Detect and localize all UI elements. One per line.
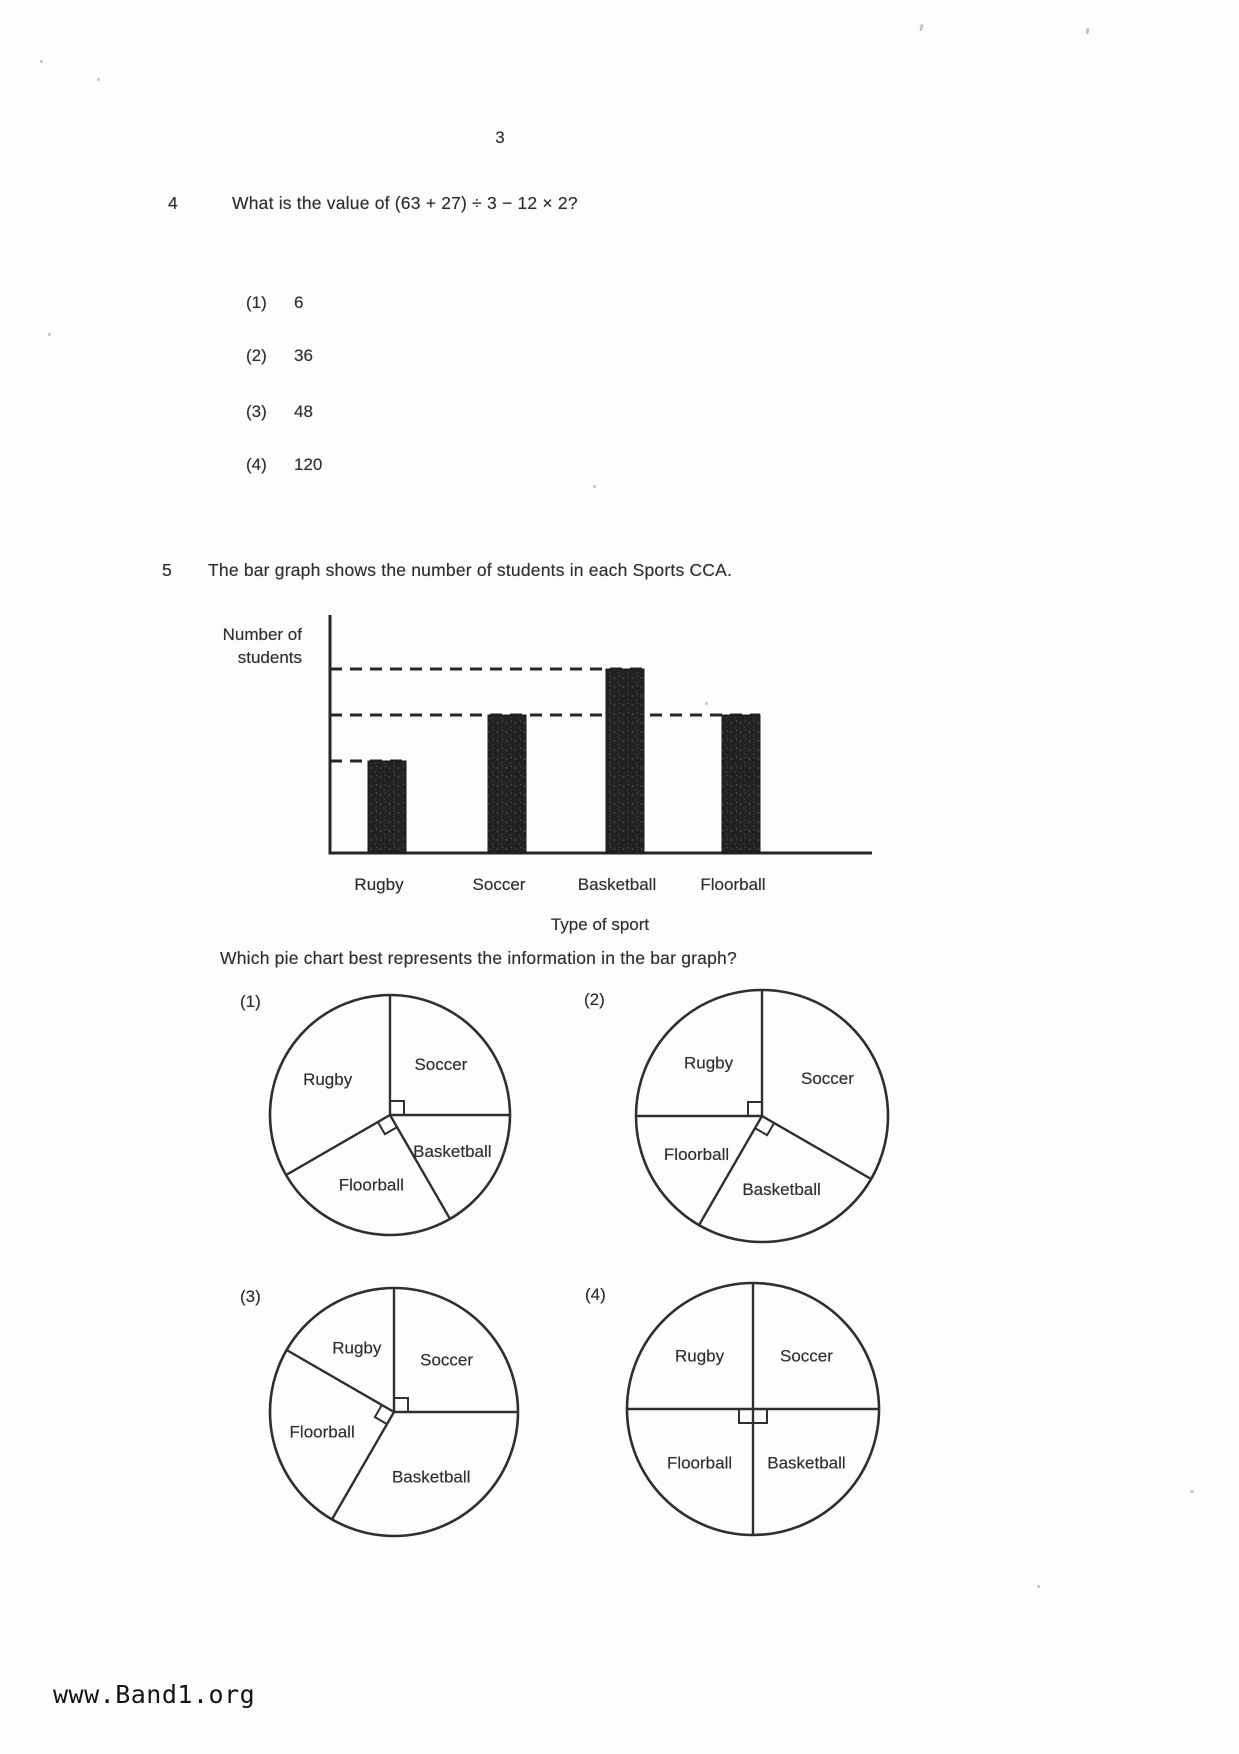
pie1-label-floorball: Floorball <box>338 1175 404 1195</box>
q4-option-2-value: 36 <box>294 346 313 365</box>
pie-option-4 <box>627 1283 879 1535</box>
pie-option-3-label: (3) <box>240 1287 261 1306</box>
pie3-label-basketball: Basketball <box>391 1467 471 1487</box>
pie4-label-basketball: Basketball <box>767 1453 846 1473</box>
page-number: 3 <box>495 128 505 147</box>
pie-option-3 <box>270 1288 518 1536</box>
q4-option-3-value: 48 <box>294 402 313 421</box>
pie-option-2-label: (2) <box>584 990 605 1009</box>
question-4-number: 4 <box>168 193 178 213</box>
bar-basketball <box>606 669 644 853</box>
bar-category-rugby: Rugby <box>354 875 404 894</box>
pie1-boundary-150deg <box>390 1115 450 1219</box>
scan-speck <box>593 485 596 488</box>
bar-axes <box>330 615 872 853</box>
pie1-boundary-240deg <box>286 1115 390 1175</box>
scan-speck <box>97 78 100 81</box>
pie-option-2 <box>636 990 888 1242</box>
pie3-label-rugby: Rugby <box>332 1338 382 1358</box>
pie-option-1 <box>270 995 510 1235</box>
pie1-label-soccer: Soccer <box>414 1055 468 1075</box>
bar-ylabel-line-1: Number of <box>222 625 302 644</box>
pie2-right-angle-rugby <box>748 1102 762 1116</box>
bar-rugby <box>368 761 406 853</box>
pie-chart-options <box>270 990 888 1536</box>
q4-option-3-number: (3) <box>246 402 267 421</box>
pie4-label-floorball: Floorball <box>666 1453 733 1473</box>
question-4-text: What is the value of (63 + 27) ÷ 3 − 12 × 2? <box>232 193 578 213</box>
question-5-number: 5 <box>162 560 172 580</box>
pie1-label-rugby: Rugby <box>303 1070 353 1089</box>
scan-speck <box>48 333 51 336</box>
bar-xlabel: Type of sport <box>550 915 650 934</box>
pie3-boundary-300deg <box>287 1350 394 1412</box>
pie2-label-floorball: Floorball <box>663 1144 730 1164</box>
q4-option-4-value: 120 <box>294 455 323 474</box>
question-5-text: The bar graph shows the number of students in each Sports CCA. <box>208 560 733 580</box>
pie4-right-angle-floorball <box>739 1409 753 1423</box>
scan-speck <box>40 60 43 63</box>
pie2-label-basketball: Basketball <box>742 1180 821 1200</box>
pie2-boundary-210deg <box>699 1116 762 1225</box>
pie4-right-angle-basketball <box>753 1409 767 1423</box>
q4-option-1-number: (1) <box>246 293 267 312</box>
bar-soccer <box>488 715 526 853</box>
q4-option-2-number: (2) <box>246 346 267 365</box>
pie-option-1-label: (1) <box>240 992 261 1011</box>
pie3-right-angle-soccer <box>394 1398 408 1412</box>
bar-chart <box>223 615 872 934</box>
pie3-label-floorball: Floorball <box>289 1422 355 1442</box>
q4-option-1-value: 6 <box>294 293 304 312</box>
pie4-label-rugby: Rugby <box>674 1346 725 1366</box>
pie2-label-rugby: Rugby <box>683 1053 734 1073</box>
pie1-right-angle-soccer <box>390 1101 404 1115</box>
q4-option-4-number: (4) <box>246 455 267 474</box>
bar-category-basketball: Basketball <box>577 875 657 894</box>
scan-speck <box>705 702 708 705</box>
bar-category-floorball: Floorball <box>700 875 766 894</box>
pie1-label-basketball: Basketball <box>413 1142 492 1161</box>
bar-floorball <box>722 715 760 853</box>
pie3-label-soccer: Soccer <box>420 1350 474 1370</box>
pie2-label-soccer: Soccer <box>801 1069 854 1089</box>
bar-category-soccer: Soccer <box>472 875 526 894</box>
pie4-label-soccer: Soccer <box>779 1346 833 1366</box>
scan-speck <box>1190 1490 1194 1493</box>
question-5-pie-prompt: Which pie chart best represents the information in the bar graph? <box>220 948 737 968</box>
footer-url: www.Band1.org <box>53 1680 256 1709</box>
bar-ylabel-line-2: students <box>237 648 302 667</box>
scan-speck <box>1037 1585 1040 1588</box>
pie2-boundary-120deg <box>762 1116 871 1179</box>
pie-option-4-label: (4) <box>585 1285 606 1304</box>
